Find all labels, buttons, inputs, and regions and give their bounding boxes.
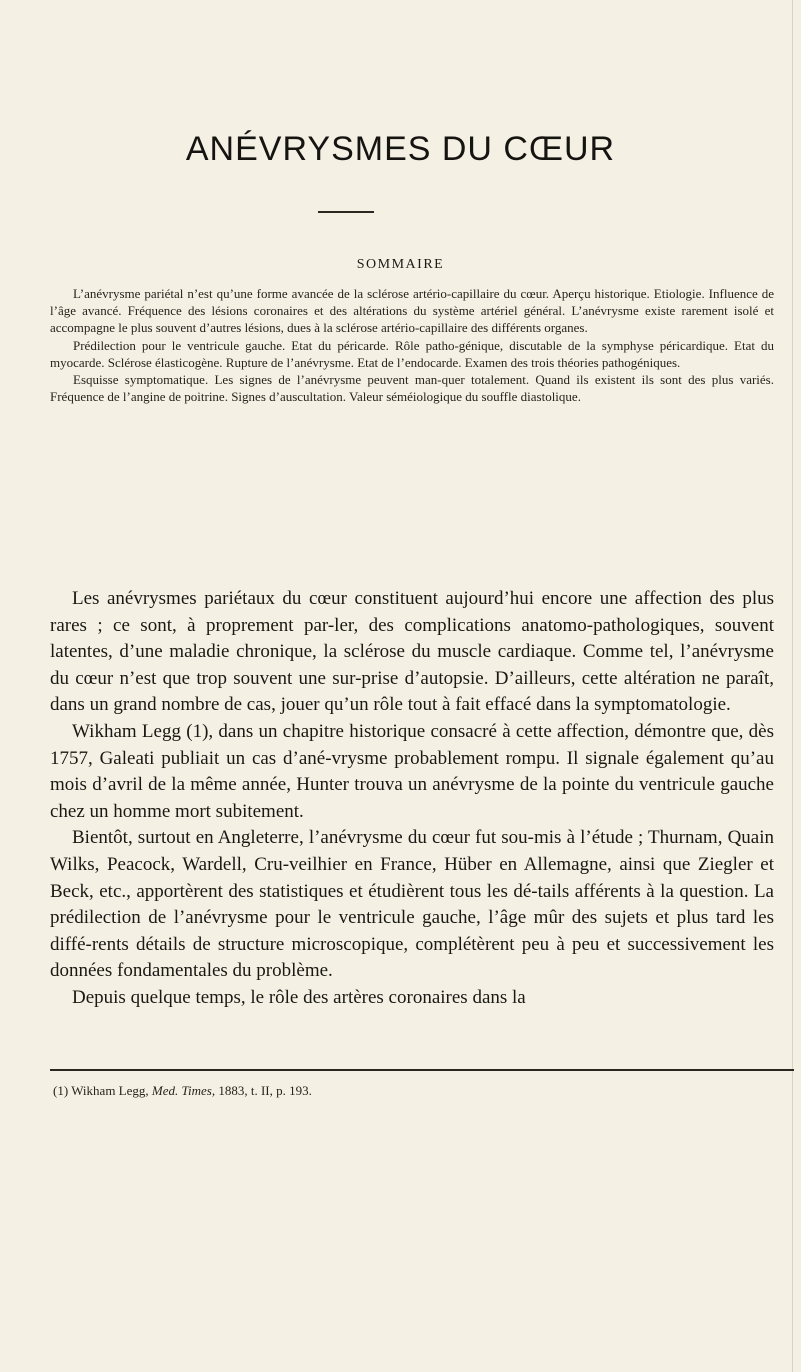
footnote-author: Wikham Legg, [71, 1083, 149, 1098]
summary-heading: SOMMAIRE [356, 257, 445, 272]
body-text [50, 586, 774, 1012]
body-paragraph: Les anévrysmes pariétaux du cœur constituent aujourd’hui encore une affection des plus rares ; ce sont, à proprement par-ler, des complications anatomo-pathologiques, souvent latentes, d’une maladie chronique, la sclérose du muscle cardiaque. Comme tel, l’anévrysme du cœur n’est que trop souvent une sur-prise d’autopsie. D’ailleurs, cette altération ne paraît, dans un grand nombre de cas, jouer qu’un rôle tout à fait effacé dans la symptomatologie. [50, 588, 774, 716]
summary-paragraph: L’anévrysme pariétal n’est qu’une forme avancée de la sclérose artério-capillaire du cœur. Aperçu historique. Etiologie. Influence de l’âge avancé. Fréquence des lésions coronaires et des altérations du système artériel général. L’anévrysme existe rarement isolé et accompagne le plus souvent d’autres lésions, dues à la sclérose artério-capillaire des différents organes. [50, 286, 774, 336]
footnote-divider [50, 1069, 794, 1071]
summary-block [50, 285, 774, 405]
body-paragraph: Wikham Legg (1), dans un chapitre historique consacré à cette affection, démontre que, dès 1757, Galeati publiait un cas d’ané-vrysme probablement rompu. Il signale également qu’au mois d’avril de la même année, Hunter trouva un anévrysme de la pointe du ventricule gauche chez un homme mort subitement. [50, 720, 774, 822]
footnote-journal: Med. Times, [151, 1083, 216, 1098]
footnote [53, 1082, 773, 1099]
summary-paragraph: Esquisse symptomatique. Les signes de l’anévrysme peuvent man-quer totalement. Quand ils existent ils sont des plus variés. Fréquence de l’angine de poitrine. Signes d’auscultation. Valeur séméiologique du souffle diastolique. [50, 372, 774, 405]
summary-paragraph: Prédilection pour le ventricule gauche. Etat du péricarde. Rôle patho-génique, discutable de la symphyse péricardique. Etat du myocarde. Sclérose élasticogène. Rupture de l’anévrysme. Etat de l’endocarde. Examen des trois théories pathogéniques. [50, 337, 774, 370]
title-divider [318, 211, 374, 213]
footnote-reference: 1883, t. II, p. 193. [218, 1083, 312, 1098]
body-paragraph: Depuis quelque temps, le rôle des artères coronaires dans la [72, 986, 526, 1008]
footnote-marker: (1) [53, 1083, 69, 1098]
body-paragraph: Bientôt, surtout en Angleterre, l’anévrysme du cœur fut sou-mis à l’étude ; Thurnam, Quain Wilks, Peacock, Wardell, Cru-veilhier en France, Hüber en Allemagne, ainsi que Ziegler et Beck, etc., apportèrent des statistiques et étudièrent tous les dé-tails afférents à la question. La prédilection de l’anévrysme pour le ventricule gauche, l’âge mûr des sujets et plus tard les diffé-rents détails de structure microscopique, complétèrent peu à peu et successivement les données fondamentales du problème. [50, 827, 774, 982]
page-edge-line [792, 0, 793, 1372]
page-title: ANÉVRYSMES DU CŒUR [185, 130, 616, 168]
